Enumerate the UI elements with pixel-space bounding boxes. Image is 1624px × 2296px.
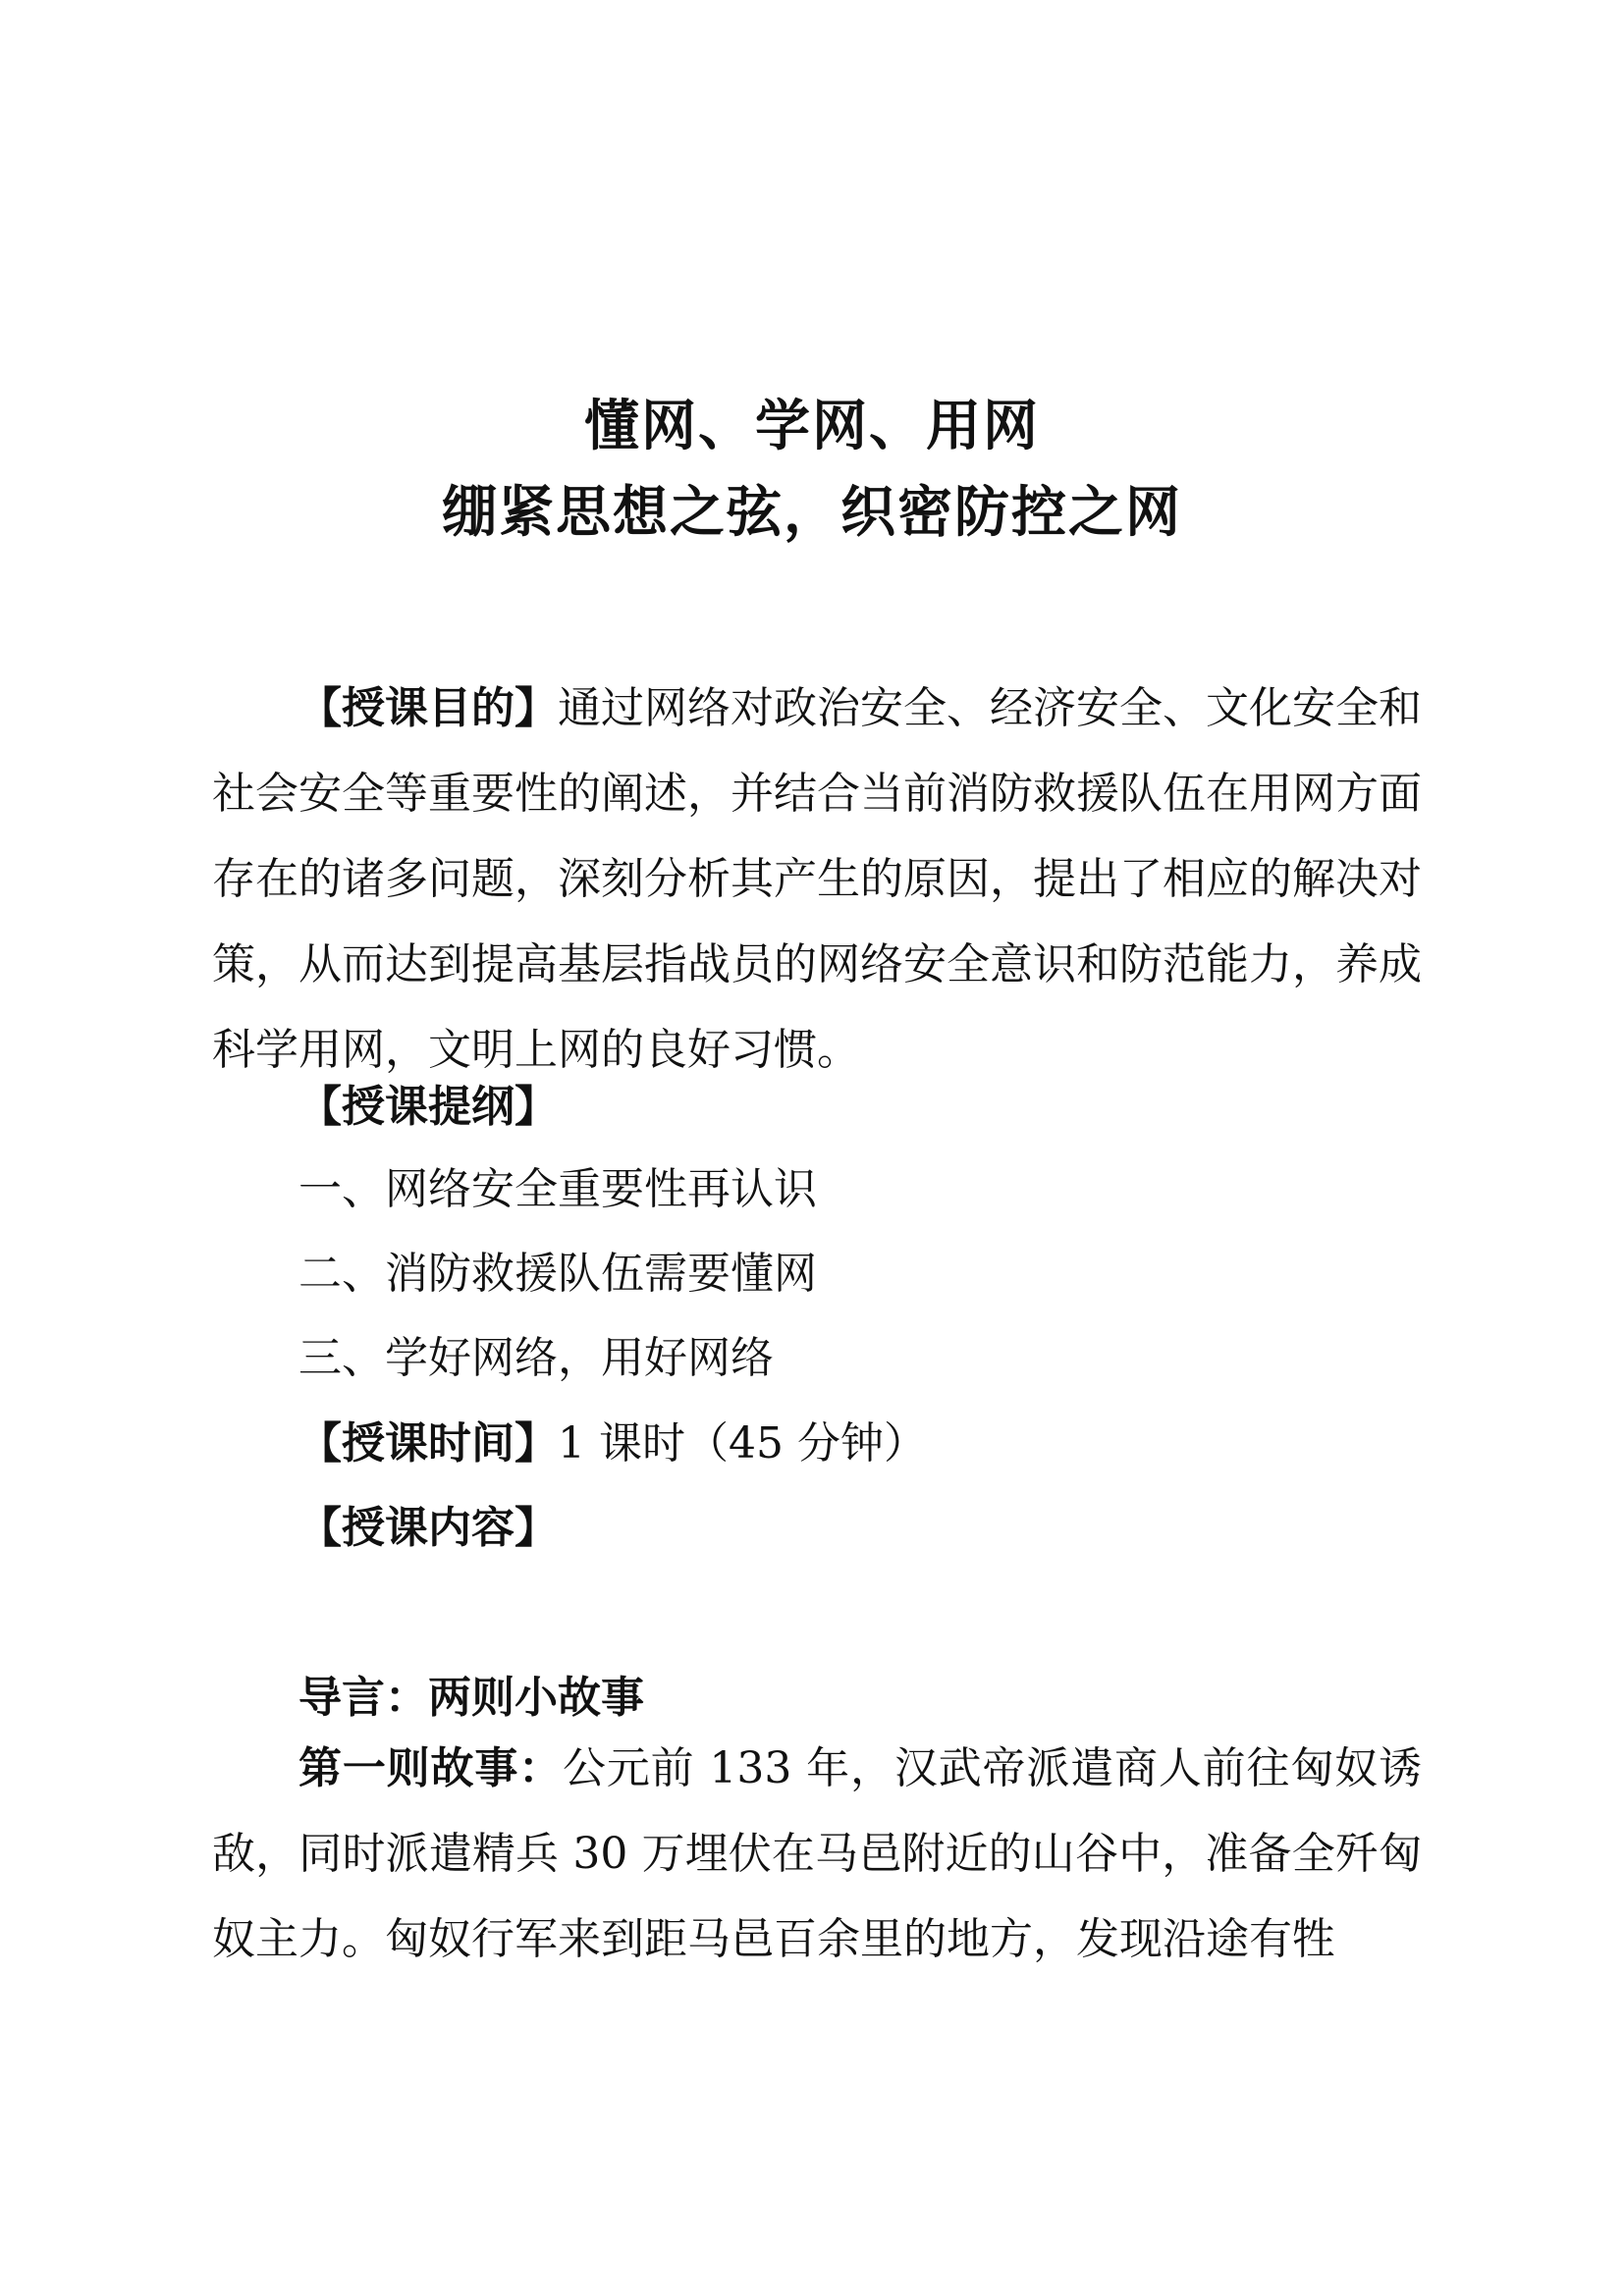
lecture-time-value: 1 课时（45 分钟） (558, 1418, 927, 1468)
story-1-paragraph (212, 1726, 1422, 1982)
intro-heading: 导言：两则小故事 (298, 1673, 644, 1723)
content-label: 【授课内容】 (298, 1503, 558, 1553)
outline-label: 【授课提纲】 (298, 1082, 558, 1132)
story-1-label: 第一则故事： (298, 1743, 564, 1793)
purpose-paragraph (212, 666, 1422, 1093)
document-title-line-1: 懂网、学网、用网 (584, 394, 1040, 458)
story-1-text: 公元前 133 年，汉武帝派遣商人前往匈奴诱敌，同时派遣精兵 30 万埋伏在马邑附近的山谷中，准备全歼匈奴主力。匈奴行军来到距马邑百余里的地方，发现沿途有牲 (212, 1743, 1422, 1964)
outline-item-2: 二、消防救援队伍需要懂网 (298, 1249, 817, 1299)
purpose-text: 通过网络对政治安全、经济安全、文化安全和社会安全等重要性的阐述，并结合当前消防救援队伍在用网方面存在的诸多问题，深刻分析其产生的原因，提出了相应的解决对策，从而达到提高基层指战员的网络安全意识和防范能力，养成科学用网，文明上网的良好习惯。 (212, 683, 1422, 1075)
lecture-time-label: 【授课时间】 (298, 1418, 558, 1468)
lecture-time (298, 1415, 927, 1473)
outline-item-3: 三、学好网络，用好网络 (298, 1333, 774, 1383)
document-title-line-2: 绷紧思想之弦，织密防控之网 (442, 480, 1182, 545)
outline-item-1: 一、网络安全重要性再认识 (298, 1164, 817, 1214)
purpose-label: 【授课目的】 (298, 683, 558, 733)
